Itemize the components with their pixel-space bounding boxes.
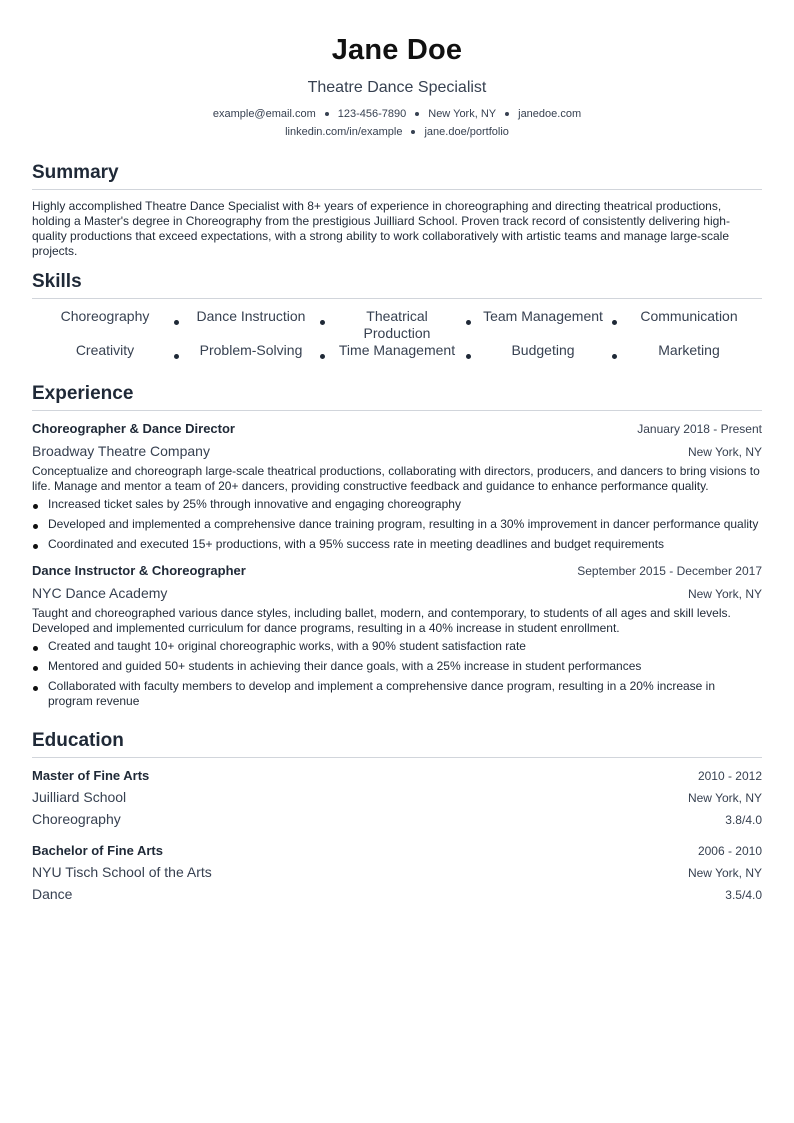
education-dates: 2006 - 2010 bbox=[697, 844, 762, 858]
skills-title: Skills bbox=[32, 270, 762, 299]
experience-title: Experience bbox=[32, 382, 762, 411]
skill-item: Creativity bbox=[75, 342, 135, 358]
job-entry bbox=[32, 562, 762, 709]
skills-grid bbox=[32, 308, 762, 371]
job-location: New York, NY bbox=[687, 445, 762, 459]
summary-title: Summary bbox=[32, 161, 762, 190]
summary-text: Highly accomplished Theatre Dance Specialist with 8+ years of experience in choreographing and directing theatrical productions, holding a Master's degree in Choreography from the prestigious Juilliard School. Proven track record of consistently delivering high-quality productions that exceed expectations, with a strong ability to work collaboratively with artistic teams and manage large-scale projects. bbox=[32, 199, 730, 258]
location-text: New York, NY bbox=[428, 108, 497, 120]
achievement-item: Coordinated and executed 15+ productions, with a 95% success rate in meeting deadlines and budget requirements bbox=[32, 537, 762, 552]
contact-line-2 bbox=[32, 125, 762, 139]
skill-item: Theatrical Production bbox=[324, 308, 470, 342]
job-dates: January 2018 - Present bbox=[637, 422, 762, 436]
achievement-list bbox=[32, 497, 762, 552]
job-dates: September 2015 - December 2017 bbox=[577, 564, 762, 578]
achievement-item: Developed and implemented a comprehensive dance training program, resulting in a 30% improvement in dancer performance quality bbox=[32, 517, 762, 532]
bullet-dot bbox=[33, 524, 38, 529]
field-of-study: Choreography bbox=[32, 811, 121, 827]
school-name: Juilliard School bbox=[32, 789, 127, 805]
field-of-study: Dance bbox=[32, 886, 73, 902]
education-title: Education bbox=[32, 729, 762, 758]
achievement-item: Collaborated with faculty members to develop and implement a comprehensive dance program, resulting in a 20% increase in program revenue bbox=[32, 679, 762, 709]
skill-item: Problem-Solving bbox=[178, 342, 324, 371]
phone-text: 123-456-7890 bbox=[337, 108, 407, 120]
summary-section bbox=[32, 161, 762, 259]
bullet-dot bbox=[174, 354, 179, 359]
company-name: NYC Dance Academy bbox=[32, 585, 168, 601]
skill-item: Choreography bbox=[60, 308, 150, 324]
skill-item: Team Management bbox=[470, 308, 616, 342]
school-location: New York, NY bbox=[687, 866, 762, 880]
experience-section bbox=[32, 382, 762, 709]
bullet-dot bbox=[612, 320, 617, 325]
bullet-dot bbox=[33, 686, 38, 691]
education-section bbox=[32, 729, 762, 905]
candidate-name: Jane Doe bbox=[331, 34, 463, 66]
separator-dot bbox=[411, 130, 415, 134]
separator-dot bbox=[505, 112, 509, 116]
bullet-dot bbox=[320, 320, 325, 325]
skill-item: Time Management bbox=[324, 342, 470, 371]
resume-header bbox=[32, 0, 762, 139]
job-location: New York, NY bbox=[687, 587, 762, 601]
degree-name: Bachelor of Fine Arts bbox=[32, 843, 163, 858]
skills-section bbox=[32, 270, 762, 371]
company-name: Broadway Theatre Company bbox=[32, 443, 210, 459]
achievement-item: Increased ticket sales by 25% through innovative and engaging choreography bbox=[32, 497, 762, 512]
bullet-dot bbox=[612, 354, 617, 359]
bullet-dot bbox=[320, 354, 325, 359]
achievement-item: Mentored and guided 50+ students in achieving their dance goals, with a 25% increase in student performances bbox=[32, 659, 762, 674]
school-name: NYU Tisch School of the Arts bbox=[32, 864, 212, 880]
bullet-dot bbox=[466, 320, 471, 325]
job-description: Conceptualize and choreograph large-scale theatrical productions, collaborating with directors, producers, and dancers to bring visions to life. Manage and mentor a team of 20+ dancers, providing constructive feedback and guidance to enhance performance quality. bbox=[32, 464, 760, 493]
bullet-dot bbox=[33, 666, 38, 671]
separator-dot bbox=[415, 112, 419, 116]
separator-dot bbox=[325, 112, 329, 116]
degree-name: Master of Fine Arts bbox=[32, 768, 150, 783]
education-dates: 2010 - 2012 bbox=[697, 769, 762, 783]
job-description: Taught and choreographed various dance styles, including ballet, modern, and contemporary, to students of all ages and skill levels. Developed and implemented curriculum for dance programs, resulting in a 40% increase in student enrollment. bbox=[32, 606, 731, 635]
bullet-dot bbox=[466, 354, 471, 359]
skill-item: Dance Instruction bbox=[178, 308, 324, 342]
candidate-role: Theatre Dance Specialist bbox=[307, 79, 487, 96]
linkedin-link[interactable]: linkedin.com/in/example bbox=[285, 126, 403, 138]
website-link[interactable]: janedoe.com bbox=[518, 108, 582, 120]
job-title: Dance Instructor & Choreographer bbox=[32, 563, 246, 578]
bullet-dot bbox=[33, 544, 38, 549]
school-location: New York, NY bbox=[687, 791, 762, 805]
contact-line-1 bbox=[32, 107, 762, 121]
job-title: Choreographer & Dance Director bbox=[32, 421, 235, 436]
skill-item: Budgeting bbox=[470, 342, 616, 371]
bullet-dot bbox=[33, 504, 38, 509]
bullet-dot bbox=[33, 646, 38, 651]
gpa-value: 3.5/4.0 bbox=[725, 888, 762, 902]
bullet-dot bbox=[174, 320, 179, 325]
skill-item: Communication bbox=[616, 308, 762, 342]
portfolio-link[interactable]: jane.doe/portfolio bbox=[424, 126, 509, 138]
email-link[interactable]: example@email.com bbox=[212, 108, 316, 120]
education-entry bbox=[32, 841, 762, 905]
education-entry bbox=[32, 766, 762, 830]
job-entry bbox=[32, 420, 762, 552]
achievement-list bbox=[32, 639, 762, 709]
skill-item: Marketing bbox=[616, 342, 762, 371]
gpa-value: 3.8/4.0 bbox=[725, 813, 762, 827]
achievement-item: Created and taught 10+ original choreographic works, with a 90% student satisfaction rate bbox=[32, 639, 762, 654]
